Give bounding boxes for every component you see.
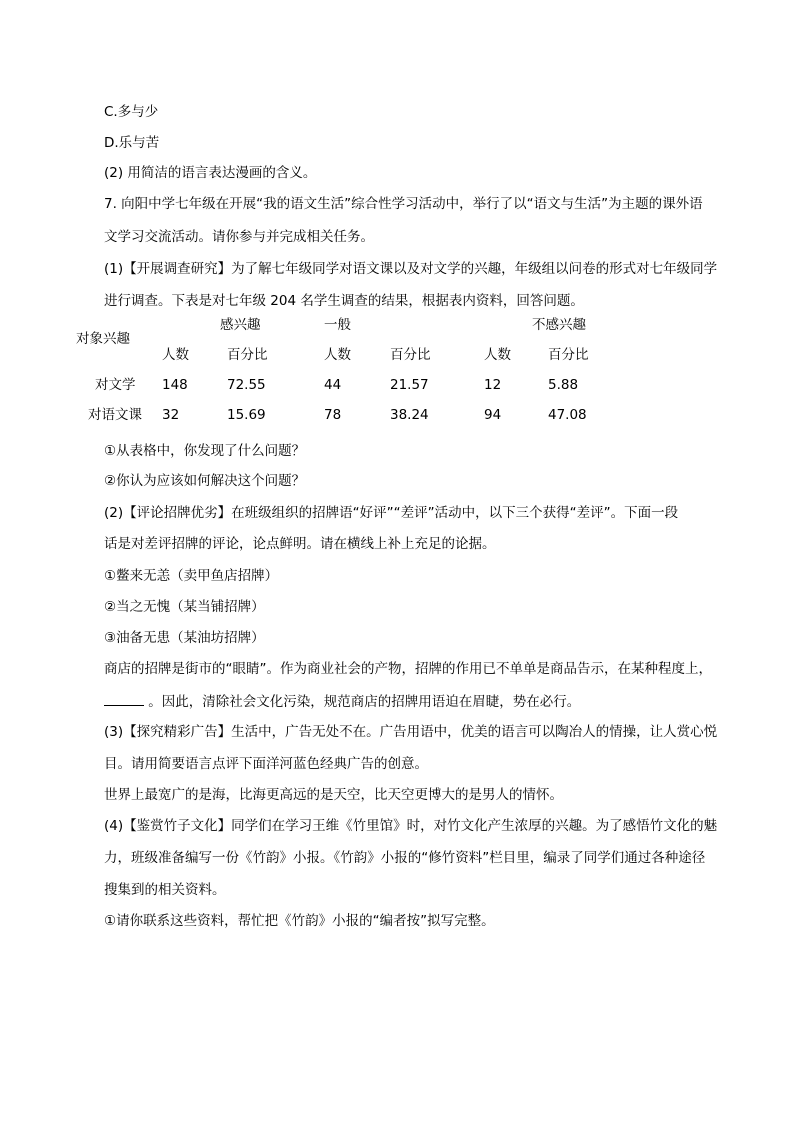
sign-example-3: ③油备无患（某油坊招牌）	[104, 630, 265, 646]
sub-header: 人数	[324, 347, 351, 363]
task-2-line-1: (2)【评论招牌优劣】在班级组织的招牌语“好评”“差评”活动中，以下三个获得“差评”。下面一段	[104, 505, 679, 521]
task-2-line-2: 话是对差评招牌的评论，论点鲜明。请在横线上补上充足的论据。	[104, 536, 496, 552]
group-header-interested: 感兴趣	[220, 317, 261, 333]
task-4-sub-question-1: ①请你联系这些资料，帮忙把《竹韵》小报的“编者按”拟写完整。	[104, 913, 495, 929]
paragraph-line-1: 商店的招牌是街市的“眼睛”。作为商业社会的产物，招牌的作用已不单单是商品告示，在某种程度上，	[104, 661, 712, 677]
table-cell: 94	[484, 407, 502, 423]
group-header-neutral: 一般	[324, 317, 351, 333]
table-cell: 12	[484, 377, 502, 393]
question-2-text: (2) 用简洁的语言表达漫画的含义。	[104, 165, 317, 181]
task-1-line-2: 进行调查。下表是对七年级 204 名学生调查的结果，根据表内资料，回答问题。	[104, 293, 584, 309]
answer-blank[interactable]	[104, 691, 144, 706]
task-3-line-1: (3)【探究精彩广告】生活中，广告无处不在。广告用语中，优美的语言可以陶冶人的情操，让人赏心悦	[104, 724, 718, 740]
sub-question-2: ②你认为应该如何解决这个问题？	[104, 473, 306, 489]
advertisement-slogan: 世界上最宽广的是海，比海更高远的是天空，比天空更博大的是男人的情怀。	[104, 787, 563, 803]
table-cell: 148	[162, 377, 188, 393]
sub-header: 百分比	[227, 347, 268, 363]
table-cell: 72.55	[227, 377, 266, 393]
table-cell: 21.57	[390, 377, 429, 393]
table-cell: 47.08	[548, 407, 587, 423]
sub-header: 人数	[484, 347, 511, 363]
row-label-chinese-class: 对语文课	[88, 407, 142, 423]
row-label-literature: 对文学	[95, 377, 136, 393]
paragraph-line-2-text: 。因此，清除社会文化污染，规范商店的招牌用语迫在眉睫，势在必行。	[148, 694, 581, 710]
group-header-uninterested: 不感兴趣	[532, 317, 586, 333]
task-4-line-3: 搜集到的相关资料。	[104, 882, 226, 898]
table-cell: 32	[162, 407, 180, 423]
paragraph-line-2	[104, 691, 580, 711]
table-cell: 44	[324, 377, 342, 393]
question-7-line-2: 文学习交流活动。请你参与并完成相关任务。	[104, 229, 374, 245]
table-cell: 38.24	[390, 407, 429, 423]
sub-question-1: ①从表格中，你发现了什么问题？	[104, 443, 306, 459]
option-d: D.乐与苦	[104, 135, 160, 151]
option-c: C.多与少	[104, 104, 159, 120]
table-corner-header: 对象兴趣	[76, 331, 130, 347]
sign-example-1: ①鳖来无恙（卖甲鱼店招牌）	[104, 568, 279, 584]
task-3-line-2: 目。请用简要语言点评下面洋河蓝色经典广告的创意。	[104, 756, 428, 772]
table-cell: 78	[324, 407, 342, 423]
table-cell: 5.88	[548, 377, 579, 393]
table-cell: 15.69	[227, 407, 266, 423]
task-4-line-2: 力，班级准备编写一份《竹韵》小报。《竹韵》小报的“修竹资料”栏目里，编录了同学们通过各种途径	[104, 850, 706, 866]
sub-header: 人数	[162, 347, 189, 363]
sub-header: 百分比	[548, 347, 589, 363]
sign-example-2: ②当之无愧（某当铺招牌）	[104, 599, 265, 615]
question-7-line-1: 7. 向阳中学七年级在开展“我的语文生活”综合性学习活动中，举行了以“语文与生活”为主题的课外语	[104, 196, 703, 212]
task-4-line-1: (4)【鉴赏竹子文化】同学们在学习王维《竹里馆》时，对竹文化产生浓厚的兴趣。为了感悟竹文化的魅	[104, 818, 718, 834]
task-1-line-1: (1)【开展调查研究】为了解七年级同学对语文课以及对文学的兴趣，年级组以问卷的形式对七年级同学	[104, 261, 718, 277]
sub-header: 百分比	[390, 347, 431, 363]
